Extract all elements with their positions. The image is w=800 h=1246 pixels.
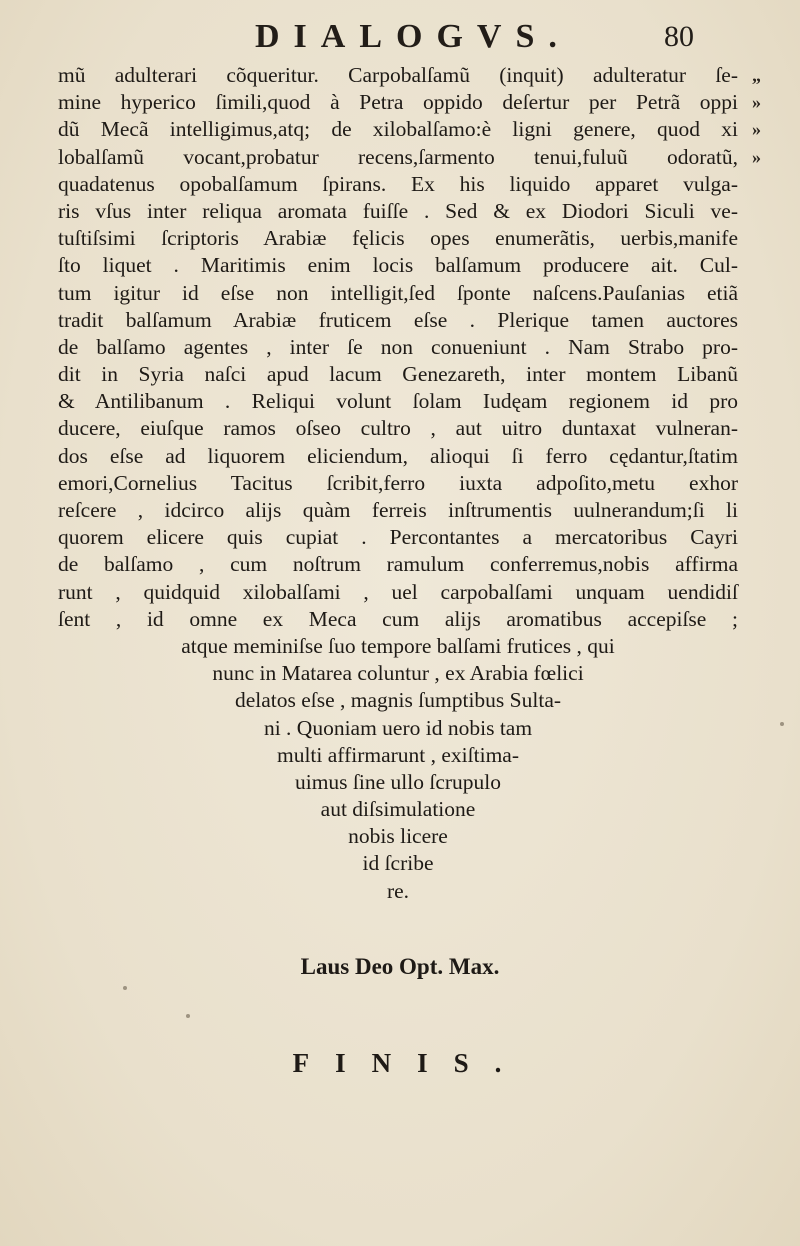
text-line: de balſamo , cum noſtrum ramulum conferremus,nobis affirma <box>58 552 738 577</box>
margin-mark: » <box>752 146 761 167</box>
ink-speck <box>780 722 784 726</box>
text-line: ris vſus inter reliqua aromata fuiſſe . Sed & ex Diodori Siculi ve- <box>58 198 738 223</box>
text-line-taper: delatos eſse , magnis ſumptibus Sulta- <box>234 688 562 713</box>
text-line: tuſtiſsimi ſcriptoris Arabiæ fęlicis opes enumerãtis, uerbis,manife <box>58 226 738 251</box>
margin-mark: „ <box>752 65 761 85</box>
text-line: mine hyperico ſimili,quod à Petra oppido deſertur per Petrã oppi <box>58 90 738 115</box>
margin-mark: » <box>752 92 761 113</box>
text-line: mũ adulterari cõqueritur. Carpobalſamũ (inquit) adulteratur ſe- <box>58 63 738 87</box>
text-line: runt , quidquid xilobalſami , uel carpobalſami unquam uendidiſ <box>58 579 738 604</box>
margin-quote-marks <box>752 62 792 171</box>
text-line: ducere, eiuſque ramos oſseo cultro , aut uitro duntaxat vulneran- <box>58 416 738 441</box>
text-line-taper: id ſcribe <box>362 851 434 876</box>
text-line: tum igitur id eſse non intelligit,ſed ſponte naſcens.Pauſanias etiã <box>58 280 738 305</box>
text-line: emori,Cornelius Tacitus ſcribit,ferro iuxta adpoſito,metu exhor <box>58 470 738 495</box>
text-line-taper: re. <box>386 878 410 903</box>
text-line: reſcere , idcirco alijs quàm ferreis inſtrumentis uulnerandum;ſi li <box>58 498 738 522</box>
text-line: lobalſamũ vocant,probatur recens,ſarmento tenui,fuluũ odoratũ, <box>58 144 738 169</box>
finis-mark: FINIS. <box>292 1048 528 1078</box>
text-line: quorem elicere quis cupiat . Percontantes a mercatoribus Cayri <box>58 525 738 550</box>
text-line: dit in Syria naſci apud lacum Genezareth, inter montem Libanũ <box>58 362 738 387</box>
text-line-taper: ni . Quoniam uero id nobis tam <box>263 715 533 740</box>
colophon: Laus Deo Opt. Max. <box>300 954 500 979</box>
text-line-taper: aut diſsimulatione <box>320 797 476 822</box>
text-line: quadatenus opobalſamum ſpirans. Ex his liquido apparet vulga- <box>58 171 738 196</box>
text-line-taper: multi affirmarunt , exiſtima- <box>276 742 519 767</box>
margin-mark: » <box>752 119 761 140</box>
text-line: tradit balſamum Arabiæ fruticem eſse . Plerique tamen auctores <box>58 307 738 332</box>
text-line: ſto liquet . Maritimis enim locis balſamum producere ait. Cul- <box>58 253 738 278</box>
text-line-taper: nunc in Matarea coluntur , ex Arabia fœlici <box>212 661 584 686</box>
running-title: DIALOGVS. <box>255 18 571 55</box>
text-line: de balſamo agentes , inter ſe non conueniunt . Nam Strabo pro- <box>58 334 738 359</box>
text-line: dos eſse ad liquorem eliciendum, alioqui ſi ferro cędantur,ſtatim <box>58 443 738 468</box>
ink-speck <box>123 986 127 990</box>
running-head <box>0 18 800 58</box>
text-line: ſent , id omne ex Meca cum alijs aromatibus accepiſse ; <box>58 606 738 631</box>
ink-speck <box>186 1014 190 1018</box>
text-line-taper: atque meminiſse ſuo tempore balſami frutices , qui <box>181 633 615 658</box>
text-line: & Antilibanum . Reliqui volunt ſolam Iudęam regionem id pro <box>58 389 738 414</box>
text-line: dũ Mecã intelligimus,atq; de xilobalſamo:è ligni genere, quod xi <box>58 117 738 142</box>
body-text <box>58 62 738 905</box>
text-line-taper: nobis licere <box>348 824 448 849</box>
text-line-taper: uimus ſine ullo ſcrupulo <box>294 769 502 794</box>
page-number: 80 <box>664 20 694 53</box>
